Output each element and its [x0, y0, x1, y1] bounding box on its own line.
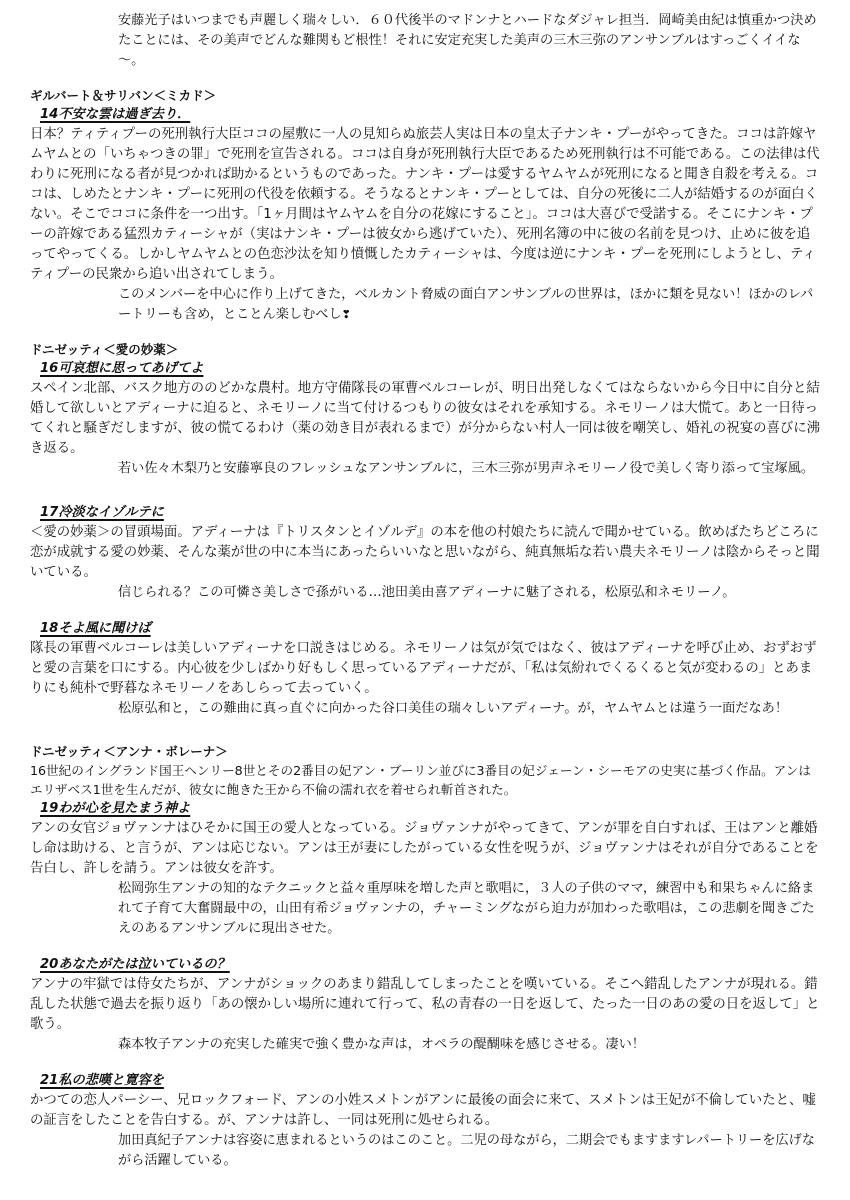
- aria-heading-21: 21私の悲嘆と寛容を: [40, 1073, 164, 1088]
- comment-18: 松原弘和と，この難曲に真っ直ぐに向かった谷口美佳の瑞々しいアディーナ。が，ヤムヤムとは違う一面だなあ！: [118, 701, 789, 716]
- aria-heading-19: 19わが心を見たまう神よ: [40, 801, 191, 816]
- opera-heading-mikado: ギルバート＆サリバン＜ミカド＞: [30, 88, 217, 103]
- aria-heading-20: 20あなたがたは泣いているの？: [40, 957, 230, 972]
- comment-21: 加田真紀子アンナは容姿に恵まれるというのはこのこと。二児の母ながら，二期会でもますますレパートリーを広げながら活躍している。: [118, 1133, 815, 1168]
- synopsis-20: アンナの牢獄では侍女たちが、アンナがショックのあまり錯乱してしまったことを嘆いている。そこへ錯乱したアンナが現れる。錯乱した状態で過去を振り返り「あの懐かしい場所に連れて行って、私の青春の一日を返して、たった一日のあの愛の日を返して」と歌う。: [30, 977, 820, 1032]
- synopsis-17: ＜愛の妙薬＞の冒頭場面。アディーナは『トリスタンとイゾルデ』の本を他の村娘たちに読んで聞かせている。飲めばたちどころに恋が成就する愛の妙薬、そんな薬が世の中に本当にあったらいいなと思いながら、純真無垢な若い農夫ネモリーノは陰からそっと聞いている。: [30, 525, 820, 580]
- opera-heading-bolena: ドニゼッティ＜アンナ・ボレーナ＞: [30, 744, 228, 759]
- synopsis-21: かつての恋人パーシー、兄ロックフォード、アンの小姓スメトンがアンに最後の面会に来て、スメトンは王妃が不倫していたと、嘘の証言をしたことを告白する。が、アンナは許し、一同は死刑に処せられる。: [30, 1093, 816, 1128]
- comment-16: 若い佐々木梨乃と安藤寧良のフレッシュなアンサンブルに，三木三弥が男声ネモリーノ役で美しく寄り添って宝塚風。: [118, 461, 815, 476]
- comment-20: 森本牧子アンナの充実した確実で強く豊かな声は，オペラの醍醐味を感じさせる。凄い！: [118, 1037, 645, 1052]
- synopsis-19: アンの女官ジョヴァンナはひそかに国王の愛人となっている。ジョヴァンナがやってきて、アンが罪を自白すれば、王はアンと離婚し命は助ける、と言うが、アンは応じない。アンは王が妻にしたがっている女性を呪うが、ジョヴァンナはそれが自分であることを告白し、許しを請う。アンは彼女を許す。: [30, 821, 819, 876]
- opera-heading-elisir: ドニゼッティ＜愛の妙薬＞: [30, 342, 179, 357]
- aria-heading-14: 14不安な雲は過ぎ去り．: [40, 107, 191, 122]
- synopsis-14: 日本？ティティプーの死刑執行大臣ココの屋敷に一人の見知らぬ旅芸人実は日本の皇太子ナンキ・プーがやってきた。ココは許嫁ヤムヤムとの「いちゃつきの罪」で死刑を宣告される。ココは自身が死刑執行大臣であるため死刑執行は不可能である。この法律は代わりに死刑になる者が見つかれば助かるというものであった。ナンキ・プーは愛するヤムヤムが死刑になると聞き自殺を考える。ココは、しめたとナンキ・プーに死刑の代役を依頼する。そうなるとナンキ・プーとしては、自分の死後に二人が結婚するのが面白くない。そこでココに条件を一つ出す。「1ヶ月間はヤムヤムを自分の花嫁にすること」。ココは大喜びで受諾する。そこにナンキ・プーの許嫁である猛烈カティーシャが（実はナンキ・プーは彼女から逃げていた）、死刑名簿の中に彼の名前を見つけ、止めに彼を追ってやってくる。しかしヤムヤムとの色恋沙汰を知り憤慨したカティーシャは、今度は逆にナンキ・プーを死刑にしようとし、ティティプーの民衆から追い出されてしまう。: [30, 127, 820, 282]
- synopsis-16: スペイン北部、バスク地方ののどかな農村。地方守備隊長の軍曹ベルコーレが、明日出発しなくてはならないから今日中に自分と結婚して欲しいとアディーナに迫ると、ネモリーノに当て付けるつもりの彼女はそれを承知する。ネモリーノは大慌て。あと一日待ってくれと騒ぎだしますが、彼の慌てるわけ（薬の効き目が表れるまで）が分からない村人一同は彼を嘲笑し、婚礼の祝宴の喜びに沸き返る。: [30, 381, 821, 456]
- intro-paragraph: 安藤光子はいつまでも声麗しく瑞々しい．６０代後半のマドンナとハードなダジャレ担当．岡崎美由紀は慎重かつ決めたことには、その美声でどんな難関もど根性！それに安定充実した美声の三木三弥のアンサンブルはすっごくイイな～。: [118, 13, 817, 68]
- comment-19: 松岡弥生アンナの知的なテクニックと益々重厚味を増した声と歌唱に，３人の子供のママ，練習中も和果ちゃんに絡まれて子育て大奮闘最中の，山田有希ジョヴァンナの，チャーミングながら迫力が加わった歌唱は，この悲劇を聞きごたえのあるアンサンブルに現出させた。: [118, 881, 815, 936]
- aria-heading-16: 16可哀想に思ってあげてよ: [40, 361, 204, 376]
- aria-heading-17: 17冷淡なイゾルテに: [40, 505, 164, 520]
- comment-14: このメンバーを中心に作り上げてきた，ベルカント脅威の面白アンサンブルの世界は，ほかに類を見ない！ほかのレパートリーも含め，とことん楽しむべし❣: [118, 287, 814, 322]
- aria-heading-18: 18そよ風に聞けば: [40, 621, 151, 636]
- bolena-summary: 16世紀のイングランド国王ヘンリー8世とその2番目の妃アン・ブーリン並びに3番目の妃ジェーン・シーモアの史実に基づく作品。アンはエリザベス1世を生んだが、彼女に飽きた王から不倫の濡れ衣を着せられ斬首された。: [30, 763, 811, 797]
- comment-17: 信じられる？この可憐さ美しさで孫がいる…池田美由喜アディーナに魅了される，松原弘和ネモリーノ。: [118, 585, 736, 600]
- mikado-section: [30, 87, 822, 325]
- elisir-section: [30, 341, 822, 719]
- bolena-section: [30, 743, 822, 1171]
- heart-icon: ❣: [341, 308, 351, 321]
- synopsis-18: 隊長の軍曹ベルコーレは美しいアディーナを口説きはじめる。ネモリーノは気が気ではなく、彼はアディーナを呼び止め、おずおずと愛の言葉を口にする。内心彼を少しばかり好もしく思っているアディーナだが、「私は気紛れでくるくると気が変わるの」とあまりにも純朴で野暮なネモリーノをあしらって去っていく。: [30, 641, 817, 696]
